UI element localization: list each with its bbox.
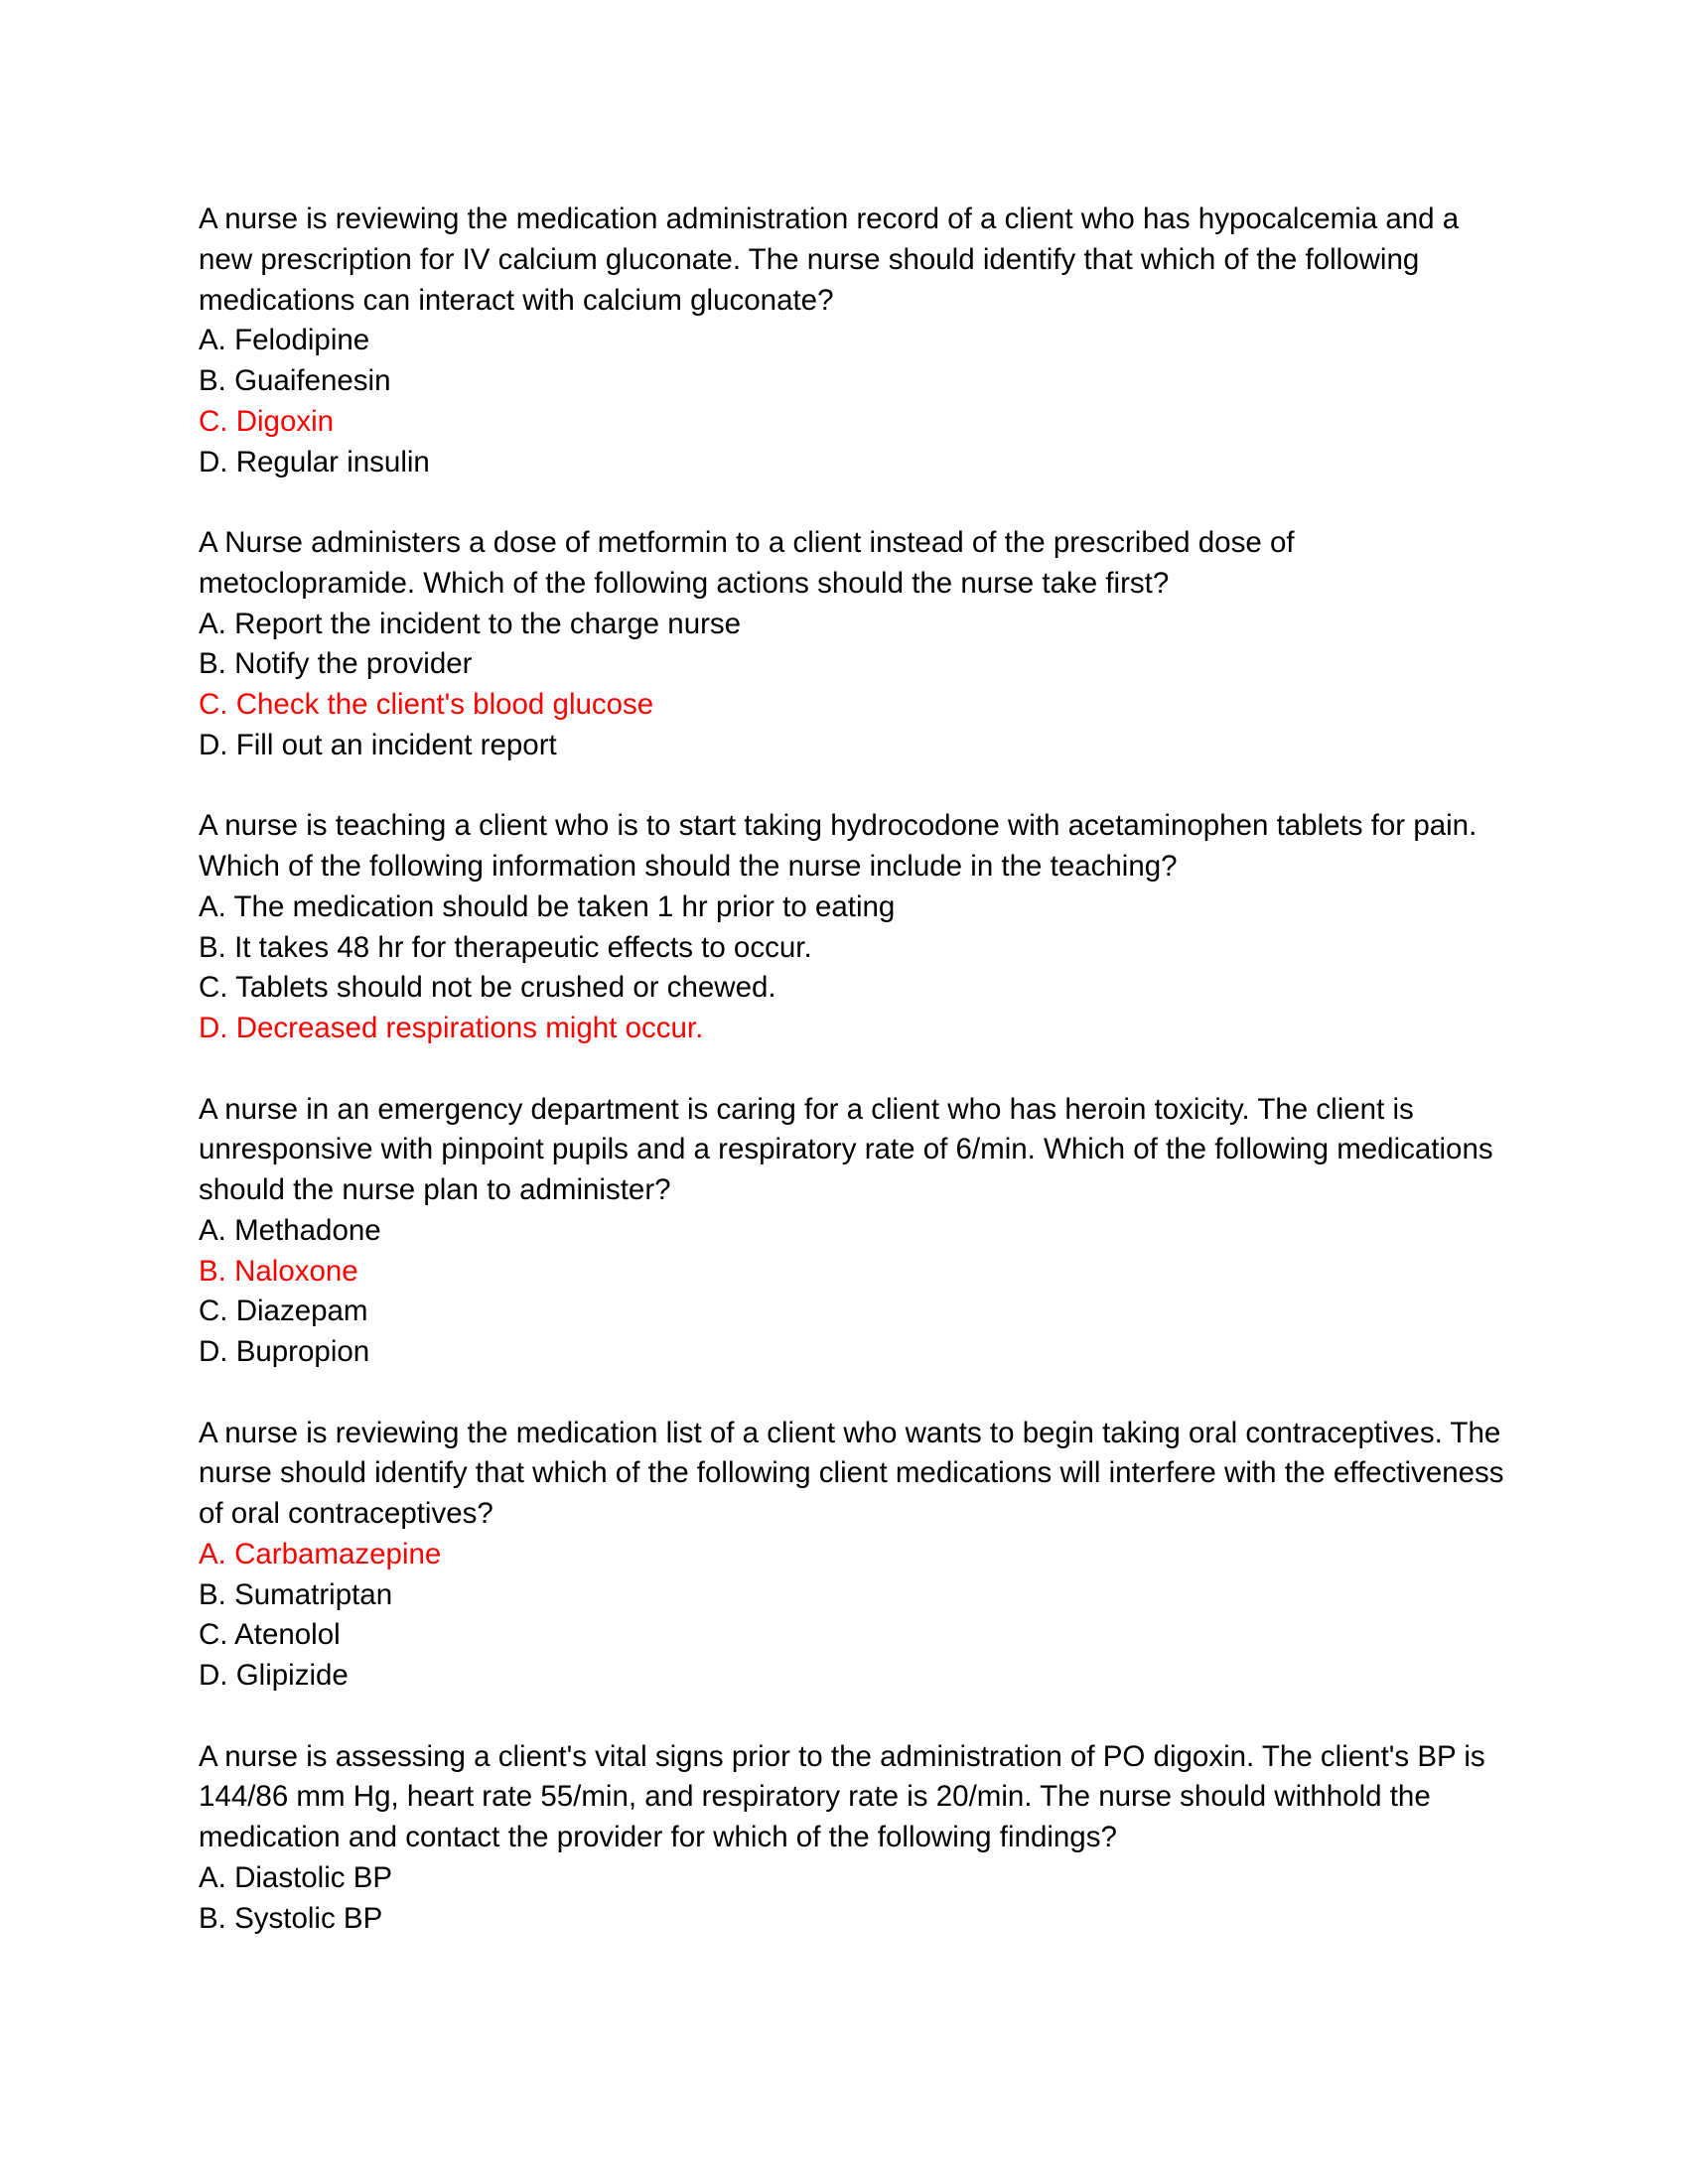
question-3-option-c: C. Tablets should not be crushed or chewed. [199,971,776,1005]
question-3-option-d: D. Decreased respirations might occur. [199,1012,704,1044]
question-1-option-c: C. Digoxin [199,404,335,438]
question-2 [199,523,1509,766]
question-4-option-b: B. Naloxone [199,1254,358,1288]
question-5-text: A nurse is reviewing the medication list of a client who wants to begin taking oral contraceptives. The nurse should identify that which of the following client medications will interfere with the effectiveness of oral contraceptives? [199,1416,1504,1530]
question-4-option-c: C. Diazepam [199,1295,368,1328]
question-2-option-c: C. Check the client's blood glucose [199,688,654,721]
question-2-option-d: D. Fill out an incident report [199,728,557,761]
question-6-text: A nurse is assessing a client's vital signs prior to the administration of PO digoxin. The client's BP is 144/86 mm Hg, heart rate 55/min, and respiratory rate is 20/min. The nurse should withhold the medication and contact the provider for which of the following findings? [199,1739,1485,1853]
question-5-option-b: B. Sumatriptan [199,1577,393,1611]
question-6 [199,1737,1509,1940]
question-5-option-a: A. Carbamazepine [199,1537,442,1570]
question-3-text: A nurse is teaching a client who is to start taking hydrocodone with acetaminophen tablets for pain. Which of the following information should the nurse include in the teaching? [199,809,1477,883]
question-5-option-c: C. Atenolol [199,1618,341,1652]
question-4-text: A nurse in an emergency department is caring for a client who has heroin toxicity. The client is unresponsive with pinpoint pupils and a respiratory rate of 6/min. Which of the following medications should the nurse plan to administer? [199,1092,1493,1206]
question-1 [199,200,1509,482]
question-3-option-b: B. It takes 48 hr for therapeutic effects to occur. [199,930,812,964]
question-1-option-d: D. Regular insulin [199,445,430,478]
question-4-option-d: D. Bupropion [199,1335,370,1368]
question-5-option-d: D. Glipizide [199,1659,349,1692]
document-page [199,200,1509,1979]
question-4-option-a: A. Methadone [199,1213,381,1247]
question-4 [199,1090,1509,1373]
question-1-option-b: B. Guaifenesin [199,364,391,397]
question-2-option-b: B. Notify the provider [199,647,473,681]
question-6-option-b: B. Systolic BP [199,1901,383,1935]
question-1-text: A nurse is reviewing the medication administration record of a client who has hypocalcemia and a new prescription for IV calcium gluconate. The nurse should identify that which of the following medications can interact with calcium gluconate? [199,203,1460,317]
question-3-option-a: A. The medication should be taken 1 hr prior to eating [199,889,896,923]
question-2-text: A Nurse administers a dose of metformin to a client instead of the prescribed dose of metoclopramide. Which of the following actions should the nurse take first? [199,526,1295,600]
question-6-option-a: A. Diastolic BP [199,1860,393,1894]
question-5 [199,1414,1509,1697]
question-3 [199,806,1509,1049]
question-1-option-a: A. Felodipine [199,324,370,357]
question-2-option-a: A. Report the incident to the charge nurse [199,607,742,640]
